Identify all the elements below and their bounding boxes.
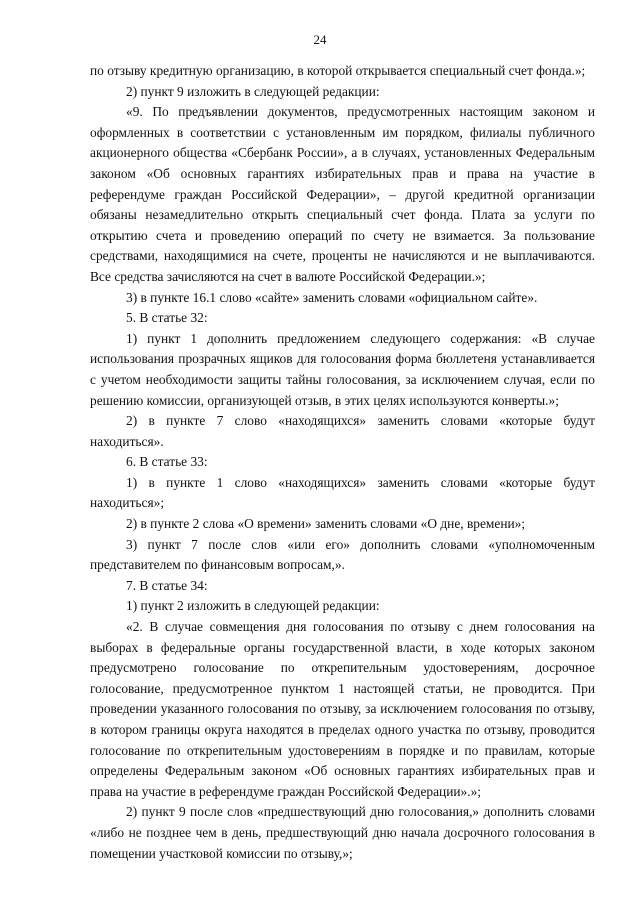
paragraph-article-32-item-1: 1) пункт 1 дополнить предложением следующего содержания: «В случае использования прозрачных ящиков для голосования форма бюллетеня устанавливается с учетом необходимости защиты тайны голосования, за исключением случая, если по решению комиссии, организующей отзыв, в этих целях используются конверты.»; bbox=[90, 330, 595, 408]
paragraph-item-2-point-9: 2) пункт 9 изложить в следующей редакции: bbox=[126, 83, 380, 99]
paragraph-article-33-item-1: 1) в пункте 1 слово «находящихся» заменить словами «которые будут находиться»; bbox=[90, 474, 595, 511]
paragraph-article-32-item-2: 2) в пункте 7 слово «находящихся» заменить словами «которые будут находиться». bbox=[90, 413, 595, 449]
paragraph-quoted-point-9: «9. По предъявлении документов, предусмотренных настоящим законом и оформленных в соответствии с установленным им порядком, филиалы публичного акционерного общества «Сбербанк России», а в случаях, установленных Федеральным законом «Об основных гарантиях избирательных прав и права на участие в референдуме граждан Российской Федерации», – другой кредитной организации обязаны незамедлительно открыть специальный счет фонда. Плата за услуги по открытию счета и проведению операций по счету не взимается. За пользование средствами, находящимися на счете, проценты не начисляются и не выплачиваются. Все средства зачисляются на счет в валюте Российской Федерации.»; bbox=[90, 104, 595, 284]
page-number: 24 bbox=[313, 32, 327, 47]
paragraph-article-33-heading: 6. В статье 33: bbox=[126, 454, 208, 470]
paragraph-continuation: по отзыву кредитную организацию, в которой открывается специальный счет фонда.»; bbox=[90, 63, 586, 78]
paragraph-quoted-point-2: «2. В случае совмещения дня голосования по отзыву с днем голосования на выборах в федеральные органы государственной власти, в ходе которых законом предусмотрено голосование по открепительным удостоверениям, досрочное голосование, предусмотренное пунктом 1 настоящей статьи, не проводится. При проведении указанного голосования по отзыву, за исключением голосования по отзыву, в котором границы округа находятся в пределах одного участка по отзыву, проводится голосование по открепительным удостоверениям в порядке и по правилам, которые определены Федеральным законом «Об основных гарантиях избирательных прав и права на участие в референдуме граждан Российской Федерации».»; bbox=[90, 619, 595, 799]
paragraph-item-3-point-16-1: 3) в пункте 16.1 слово «сайте» заменить словами «официальном сайте». bbox=[126, 289, 538, 305]
paragraph-article-33-item-3: 3) пункт 7 после слов «или его» дополнить словами «уполномоченным представителем по финансовым вопросам,». bbox=[90, 536, 595, 573]
paragraph-article-34-heading: 7. В статье 34: bbox=[126, 577, 208, 593]
paragraph-article-34-item-1: 1) пункт 2 изложить в следующей редакции: bbox=[126, 598, 380, 614]
paragraph-article-33-item-2: 2) в пункте 2 слова «О времени» заменить словами «О дне, времени»; bbox=[126, 516, 526, 532]
document-body bbox=[90, 61, 595, 864]
paragraph-article-34-item-2: 2) пункт 9 после слов «предшествующий дню голосования,» дополнить словами «либо не позднее чем в день, предшествующий дню начала досрочного голосования в помещении участковой комиссии по отзыву,»; bbox=[90, 804, 595, 861]
paragraph-article-32-heading: 5. В статье 32: bbox=[126, 310, 208, 326]
